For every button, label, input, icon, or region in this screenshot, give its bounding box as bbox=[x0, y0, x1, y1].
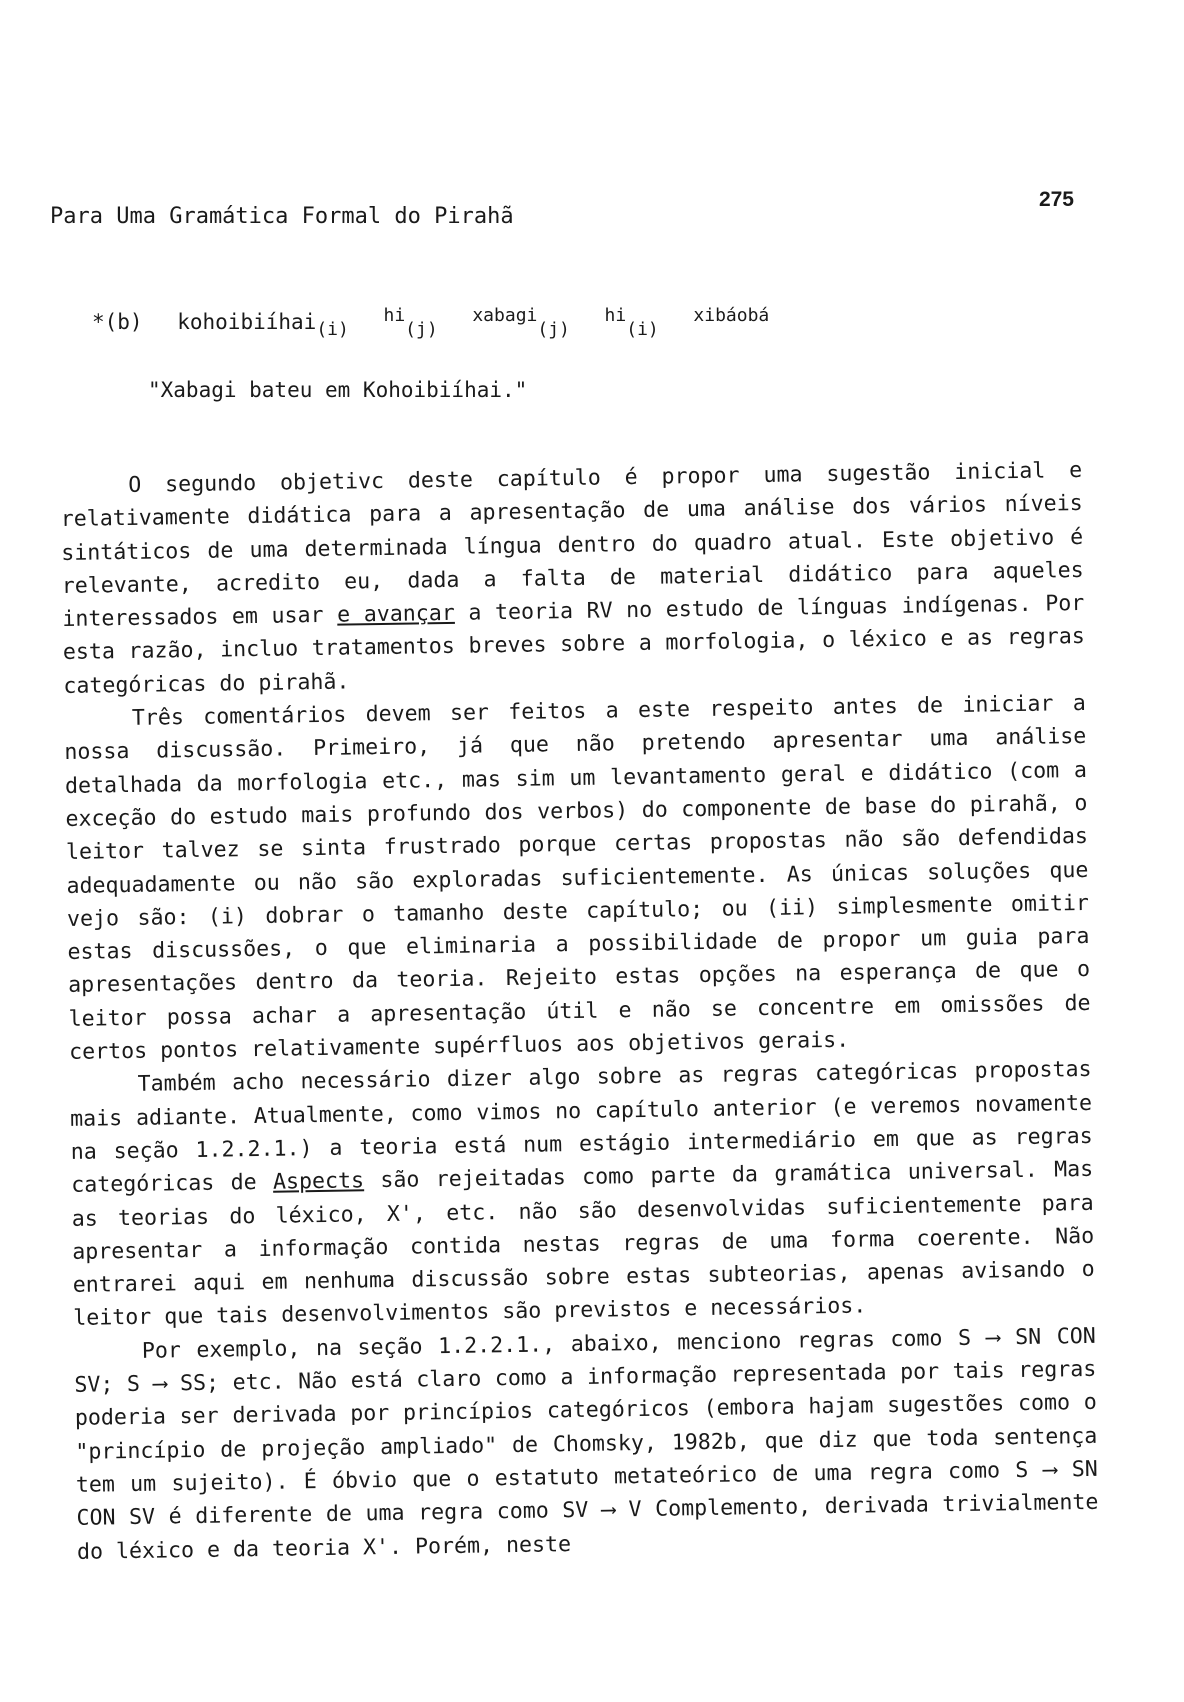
paragraph bbox=[60, 454, 1086, 703]
paragraph: Por exemplo, na seção 1.2.2.1., abaixo, menciono regras como S ⟶ SN CON SV; S ⟶ SS; etc. Não está claro como a informação representada por tais regras poderia ser derivada por princípios categóricos (embora hajam sugestões como o "princípio de projeção ampliado" de Chomsky, 1982b, que diz que toda sentença tem um sujeito). É óbvio que o estatuto metateórico de uma regra como S ⟶ SN CON SV é diferente de uma regra como SV ⟶ V Complemento, derivada trivialmente do léxico e da teoria X'. Porém, neste bbox=[74, 1323, 1099, 1565]
example-word bbox=[693, 305, 769, 334]
page-header bbox=[50, 188, 1074, 229]
paragraph-text: a teoria RV no estudo de línguas indígenas. Por esta razão, incluo tratamentos breves sobre a morfologia, o léxico e as regras categóricas do pirahã. bbox=[62, 591, 1085, 699]
example-gloss: "Xabagi bateu em Kohoibiíhai." bbox=[148, 378, 528, 402]
example-word bbox=[383, 305, 437, 340]
paragraph-text: Também acho necessário dizer algo sobre as regras categóricas propostas mais adiante. Atualmente, como vimos no capítulo anterior (e veremos novamente na seção 1.2.2.1.) a teoria está num estágio intermediário em que as regras categóricas de bbox=[69, 1057, 1093, 1199]
paragraph bbox=[69, 1053, 1095, 1335]
word-text: xabagi bbox=[472, 305, 538, 326]
paragraph: Três comentários devem ser feitos a este respeito antes de iniciar a nossa discussão. Primeiro, já que não pretendo apresentar uma análise detalhada da morfologia etc., mas sim um levantamento geral e didático (com a exceção do estudo mais profundo dos verbos) do componente de base do pirahã, o leitor talvez se sinta frustrado porque certas propostas não são defendidas adequadamente ou não são exploradas suficientemente. As únicas soluções que vejo são: (i) dobrar o tamanho deste capítulo; ou (ii) simplesmente omitir estas discussões, o que eliminaria a possibilidade de propor um guia para apresentações dentro da teoria. Rejeito estas opções na esperança de que o leitor possa achar a apresentação útil e não se concentre em omissões de certos pontos relativamente supérfluos aos objetivos gerais. bbox=[64, 690, 1091, 1065]
example-label: *(b) bbox=[92, 310, 143, 334]
paragraph-text: são rejeitadas como parte da gramática universal. Mas as teorias do léxico, X', etc. não são desenvolvidas suficientemente para apresentar a informação contida nestas regras de uma forma coerente. Não entrarei aqui em nenhuma discussão sobre estas subteorias, apenas avisando o leitor que tais desenvolvimentos são previstos e necessários. bbox=[71, 1157, 1095, 1332]
example-sentence bbox=[92, 305, 791, 340]
example-word bbox=[605, 305, 659, 340]
word-index: (j) bbox=[405, 319, 438, 340]
underlined-title: Aspects bbox=[272, 1168, 365, 1195]
running-title: Para Uma Gramática Formal do Pirahã bbox=[50, 204, 514, 229]
word-index: (j) bbox=[537, 319, 570, 340]
word-text: hi bbox=[604, 305, 627, 326]
word-index: (i) bbox=[316, 319, 349, 340]
example-word bbox=[177, 310, 349, 340]
paragraph-text: O segundo objetivc deste capítulo é propor uma sugestão inicial e relativamente didática para a apresentação de uma análise dos vários níveis sintáticos de uma determinada língua dentro do quadro atual. Este objetivo é relevante, acredito eu, dada a falta de material didático para aqueles interessados em usar bbox=[60, 457, 1084, 633]
underlined-phrase: e avançar bbox=[336, 601, 455, 628]
page-number: 275 bbox=[1038, 188, 1074, 211]
word-index: (i) bbox=[626, 319, 659, 340]
example-word bbox=[472, 305, 570, 340]
body-text bbox=[60, 454, 1099, 1569]
word-text: kohoibiíhai bbox=[177, 310, 317, 334]
word-text: hi bbox=[383, 305, 406, 326]
word-text: xibáobá bbox=[693, 305, 770, 326]
